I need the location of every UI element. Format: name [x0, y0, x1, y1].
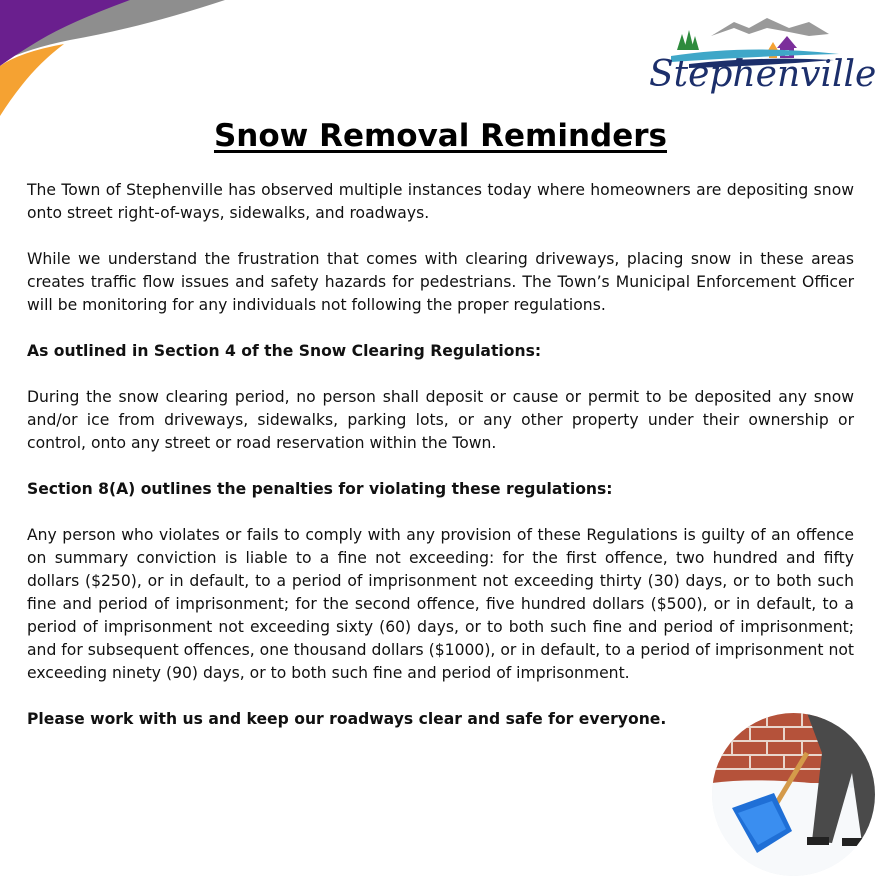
shoveling-photo-icon — [712, 713, 875, 876]
section8-heading: Section 8(A) outlines the penalties for violating these regulations: — [27, 480, 613, 498]
town-logo — [649, 14, 877, 114]
logo-wordmark: Stephenville — [649, 54, 877, 95]
section4-text: During the snow clearing period, no person shall deposit or cause or permit to be deposited any snow and/or ice from driveways, sidewalks, parking lots, or any other property under their ownership or control, onto any street or road reservation within the Town. — [27, 388, 854, 452]
section8-text: Any person who violates or fails to comply with any provision of these Regulations is guilty of an offence on summary conviction is liable to a fine not exceeding: for the first offence, two hundred and fifty dollars ($250), or in default, to a period of imprisonment not exceeding thirty (30) days, or to both such fine and period of imprisonment; for the second offence, five hundred dollars ($500), or in default, to a period of imprisonment not exceeding sixty (60) days, or to both such fine and period of imprisonment; and for subsequent offences, one thousand dollars ($1000), or in default, to a period of imprisonment not exceeding ninety (90) days, or to both such fine and period of imprisonment. — [27, 526, 854, 682]
intro-paragraph: The Town of Stephenville has observed multiple instances today where homeowners are depositing snow onto street right-of-ways, sidewalks, and roadways. — [27, 181, 854, 222]
closing-statement: Please work with us and keep our roadways clear and safe for everyone. — [27, 710, 667, 728]
corner-swoosh-decoration — [0, 0, 230, 120]
notice-body — [27, 179, 854, 754]
section4-heading: As outlined in Section 4 of the Snow Clearing Regulations: — [27, 342, 542, 360]
enforcement-paragraph: While we understand the frustration that comes with clearing driveways, placing snow in these areas creates traffic flow issues and safety hazards for pedestrians. The Town’s Municipal Enforcement Officer will be monitoring for any individuals not following the proper regulations. — [27, 250, 854, 314]
page-title: Snow Removal Reminders — [213, 118, 667, 154]
